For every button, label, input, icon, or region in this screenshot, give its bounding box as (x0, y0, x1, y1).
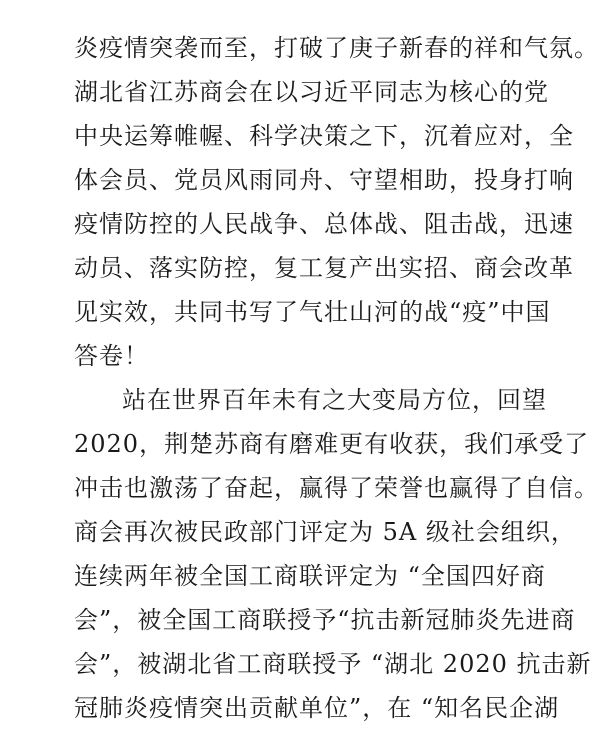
text-line: 疫情防控的人民战争、总体战、阻击战，迅速 (74, 210, 574, 238)
text-line: 冲击也激荡了奋起，赢得了荣誉也赢得了自信。 (74, 474, 599, 502)
paragraph-first-line: 站在世界百年未有之大变局方位，回望 (122, 386, 547, 414)
text-line: 冠肺炎疫情突出贡献单位”，在 “知名民企湖 (74, 694, 560, 722)
text-line: 中央运筹帷幄、科学决策之下，沉着应对，全 (74, 122, 574, 150)
text-line: 炎疫情突袭而至，打破了庚子新春的祥和气氛。 (74, 34, 599, 62)
text-line: 2020，荆楚苏商有磨难更有收获，我们承受了 (74, 430, 590, 458)
text-line: 连续两年被全国工商联评定为 “全国四好商 (74, 562, 546, 590)
text-line: 湖北省江苏商会在以习近平同志为核心的党 (74, 78, 549, 106)
text-line: 见实效，共同书写了气壮山河的战“疫”中国 (74, 298, 551, 326)
text-line: 会”，被湖北省工商联授予 “湖北 2020 抗击新 (74, 650, 592, 678)
text-line: 体会员、党员风雨同舟、守望相助，投身打响 (74, 166, 574, 194)
text-line: 答卷！ (74, 342, 149, 370)
text-line: 商会再次被民政部门评定为 5A 级社会组织， (74, 518, 576, 546)
text-line: 会”，被全国工商联授予“抗击新冠肺炎先进商 (74, 606, 576, 634)
text-line: 动员、落实防控，复工复产出实招、商会改革 (74, 254, 574, 282)
